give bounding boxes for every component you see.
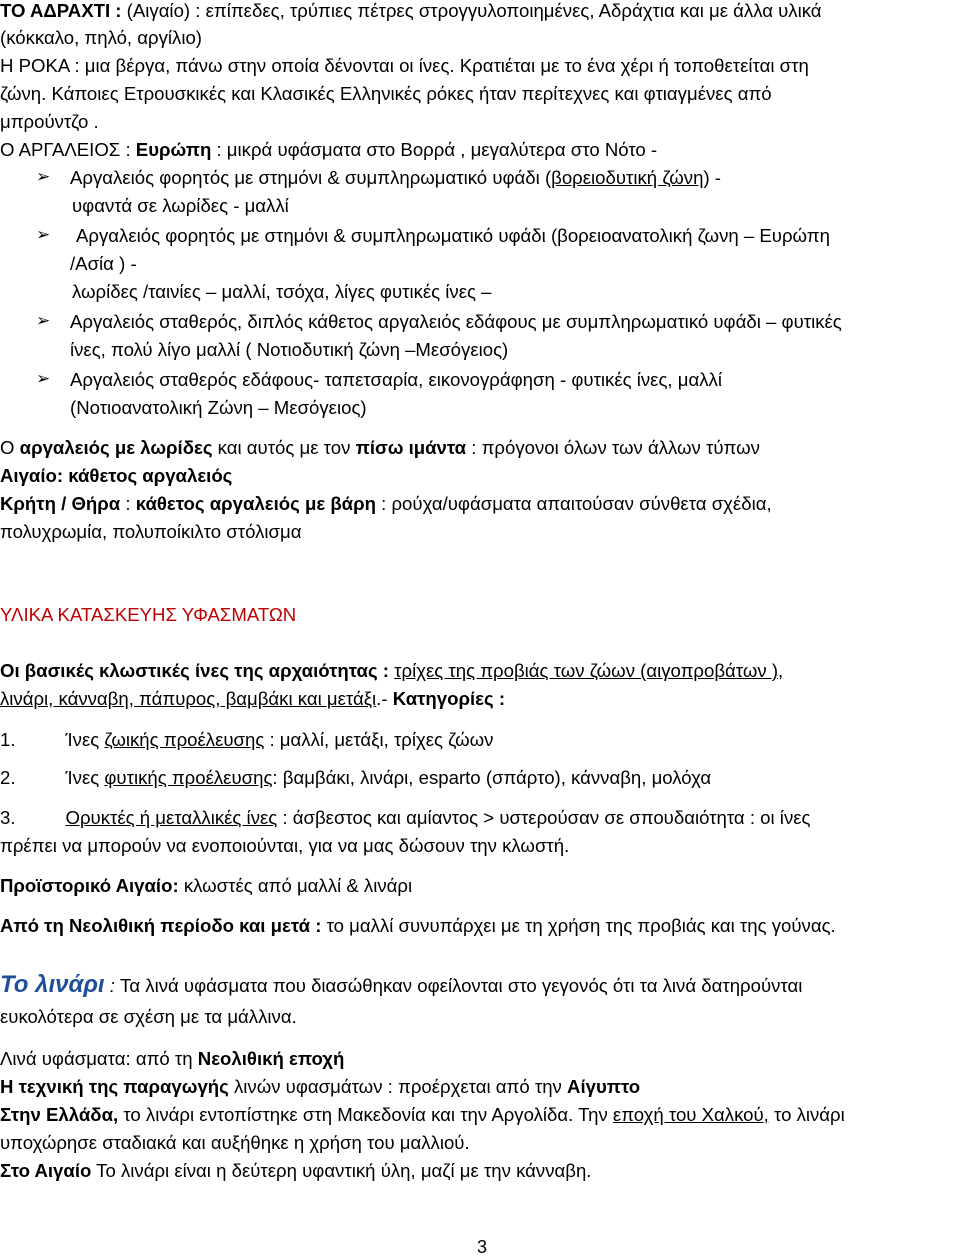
arrow-bullet-icon: ➢ bbox=[36, 369, 51, 388]
arrow-bullet-icon: ➢ bbox=[36, 311, 51, 330]
text-line: πολυχρωμία, πολυποίκιλτο στόλισμα bbox=[0, 521, 302, 542]
text-line: μπρούντζο . bbox=[0, 111, 99, 132]
paragraph-aegean: Στο Αιγαίο Το λινάρι είναι η δεύτερη υφαντική ύλη, μαζί με την κάνναβη. bbox=[0, 1160, 592, 1181]
bullet-item: Αργαλειός φορητός με στημόνι & συμπληρωματικό υφάδι (βορειοδυτική ζώνη) - bbox=[70, 167, 721, 188]
paragraph-fibers: Οι βασικές κλωστικές ίνες της αρχαιότητας : τρίχες της προβιάς των ζώων (αιγοπροβάτων ), bbox=[0, 660, 784, 681]
numbered-item: 1. Ίνες ζωικής προέλευσης : μαλλί, μετάξι, τρίχες ζώων bbox=[0, 729, 494, 750]
page-number: 3 bbox=[477, 1237, 488, 1257]
paragraph-argaleios: Ο ΑΡΓΑΛΕΙΟΣ : Ευρώπη : μικρά υφάσματα στο Βορρά , μεγαλύτερα στο Νότο - bbox=[0, 139, 658, 160]
bullet-item: Αργαλειός φορητός με στημόνι & συμπληρωματικό υφάδι (βορειοανατολική ζωνη – Ευρώπη bbox=[76, 225, 830, 246]
paragraph-neolithic: Από τη Νεολιθική περίοδο και μετά : το μαλλί συνυπάρχει με τη χρήση της προβιάς και της γούνας. bbox=[0, 915, 836, 936]
numbered-item: 2. Ίνες φυτικής προέλευσης: βαμβάκι, λινάρι, esparto (σπάρτο), κάνναβη, μολόχα bbox=[0, 767, 712, 788]
paragraph-roka: Η ΡΟΚΑ : μια βέργα, πάνω στην οποία δένονται οι ίνες. Κρατιέται με το ένα χέρι ή τοποθετείται στη bbox=[0, 55, 809, 76]
text-line: ευκολότερα σε σχέση με τα μάλλινα. bbox=[0, 1006, 297, 1027]
bullet-item: Αργαλειός σταθερός εδάφους- ταπετσαρία, εικονογράφηση - φυτικές ίνες, μαλλί bbox=[70, 369, 722, 390]
bullet-item-continuation: λωρίδες /ταινίες – μαλλί, τσόχα, λίγες φυτικές ίνες – bbox=[72, 281, 492, 302]
paragraph-technique: Η τεχνική της παραγωγής λινών υφασμάτων : προέρχεται από την Αίγυπτο bbox=[0, 1076, 641, 1097]
numbered-item: 3. Ορυκτές ή μεταλλικές ίνες : άσβεστος και αμίαντος > υστερούσαν σε σπουδαιότητα : οι ίνες bbox=[0, 807, 811, 828]
paragraph-prehistoric: Προϊστορικό Αιγαίο: κλωστές από μαλλί & λινάρι bbox=[0, 875, 413, 896]
paragraph-lorides: Ο αργαλειός με λωρίδες και αυτός με τον πίσω ιμάντα : πρόγονοι όλων των άλλων τύπων bbox=[0, 437, 760, 458]
paragraph-greece: Στην Ελλάδα, το λινάρι εντοπίστηκε στη Μακεδονία και την Αργολίδα. Την εποχή του Χαλκού, το λινάρι bbox=[0, 1104, 845, 1125]
paragraph-lina: Λινά υφάσματα: από τη Νεολιθική εποχή bbox=[0, 1048, 345, 1069]
bullet-item-continuation: (Νοτιοανατολική Ζώνη – Μεσόγειος) bbox=[70, 397, 367, 418]
section-heading: ΥΛΙΚΑ ΚΑΤΑΣΚΕΥΗΣ ΥΦΑΣΜΑΤΩΝ bbox=[0, 604, 297, 625]
arrow-bullet-icon: ➢ bbox=[36, 167, 51, 186]
paragraph-kriti: Κρήτη / Θήρα : κάθετος αργαλειός με βάρη : ρούχα/υφάσματα απαιτούσαν σύνθετα σχέδια, bbox=[0, 493, 772, 514]
text-line: λινάρι, κάνναβη, πάπυρος, βαμβάκι και μετάξι.- Κατηγορίες : bbox=[0, 688, 506, 709]
text-line-aigaio: Αιγαίο: κάθετος αργαλειός bbox=[0, 465, 233, 486]
text-line: (κόκκαλο, πηλό, αργίλιο) bbox=[0, 27, 202, 48]
bullet-item-continuation: ίνες, πολύ λίγο μαλλί ( Νοτιοδυτική ζώνη –Μεσόγειος) bbox=[70, 339, 509, 360]
bullet-item: Αργαλειός σταθερός, διπλός κάθετος αργαλειός εδάφους με συμπληρωματικό υφάδι – φυτικές bbox=[70, 311, 842, 332]
paragraph-adrachti: ΤΟ ΑΔΡΑΧΤΙ : (Αιγαίο) : επίπεδες, τρύπιες πέτρες στρογγυλοποιημένες, Αδράχτια και με άλλα υλικά bbox=[0, 0, 822, 21]
paragraph-linari: Το λινάρι : Τα λινά υφάσματα που διασώθηκαν οφείλονται στο γεγονός ότι τα λινά δατηρούνται bbox=[0, 971, 803, 998]
text-line: ζώνη. Κάποιες Ετρουσκικές και Κλασικές Ελληνικές ρόκες ήταν περίτεχνες και φτιαγμένες από bbox=[0, 83, 772, 104]
arrow-bullet-icon: ➢ bbox=[36, 225, 51, 244]
bullet-item-continuation: /Ασία ) - bbox=[70, 253, 137, 274]
text-line: υποχώρησε σταδιακά και αυξήθηκε η χρήση του μαλλιού. bbox=[0, 1132, 470, 1153]
text-line: πρέπει να μπορούν να ενοποιούνται, για να μας δώσουν την κλωστή. bbox=[0, 835, 570, 856]
bullet-item-continuation: υφαντά σε λωρίδες - μαλλί bbox=[72, 195, 289, 216]
